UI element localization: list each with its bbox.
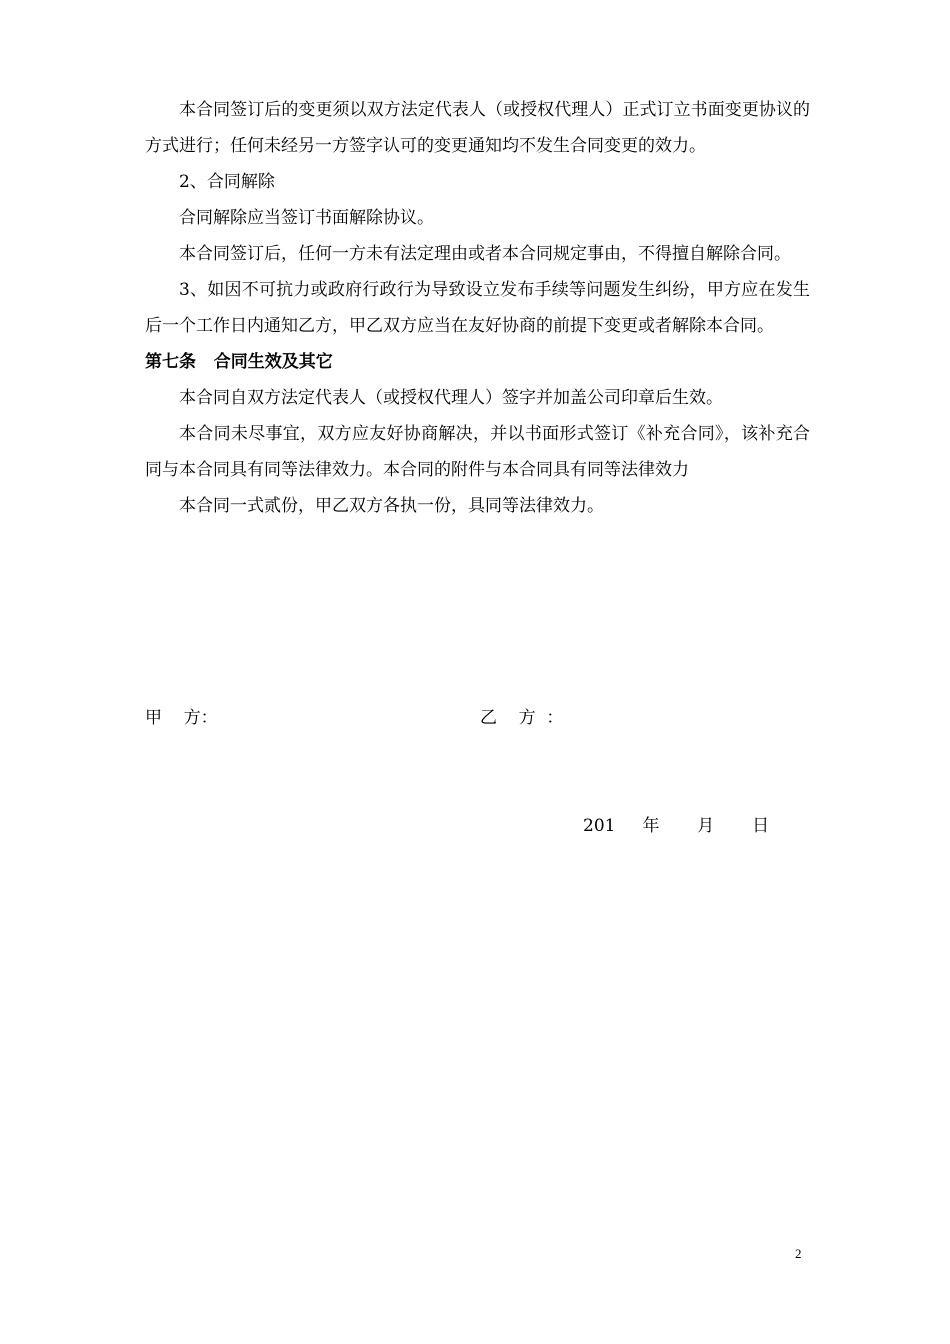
paragraph-change-agreement: 本合同签订后的变更须以双方法定代表人（或授权代理人）正式订立书面变更协议的方式进行；任何未经另一方签字认可的变更通知均不发生合同变更的效力。 bbox=[145, 100, 810, 156]
paragraph-termination-agreement: 合同解除应当签订书面解除协议。 bbox=[179, 208, 434, 228]
document-body bbox=[145, 92, 810, 524]
party-a-label: 甲 方： bbox=[145, 708, 218, 728]
paragraph-effectiveness: 本合同自双方法定代表人（或授权代理人）签字并加盖公司印章后生效。 bbox=[179, 388, 723, 408]
paragraph-supplementary-contract: 本合同未尽事宜，双方应友好协商解决，并以书面形式签订《补充合同》，该补充合同与本合同具有同等法律效力。本合同的附件与本合同具有同等法律效力 bbox=[145, 424, 810, 480]
paragraph-copies: 本合同一式贰份，甲乙双方各执一份，具同等法律效力。 bbox=[179, 496, 604, 516]
signature-row bbox=[145, 703, 810, 733]
clause-3-force-majeure: 3、如因不可抗力或政府行政行为导致设立发布手续等问题发生纠纷，甲方应在发生后一个工作日内通知乙方，甲乙双方应当在友好协商的前提下变更或者解除本合同。 bbox=[145, 280, 810, 336]
date-line: 201 年 月 日 bbox=[583, 816, 770, 836]
paragraph-no-unilateral-termination: 本合同签订后，任何一方未有法定理由或者本合同规定事由，不得擅自解除合同。 bbox=[179, 244, 791, 264]
party-b-label: 乙 方 ： bbox=[480, 708, 564, 728]
page-number: 2 bbox=[795, 1246, 802, 1261]
clause-2-title: 2、合同解除 bbox=[179, 172, 275, 192]
section-7-heading: 第七条 合同生效及其它 bbox=[145, 352, 333, 372]
